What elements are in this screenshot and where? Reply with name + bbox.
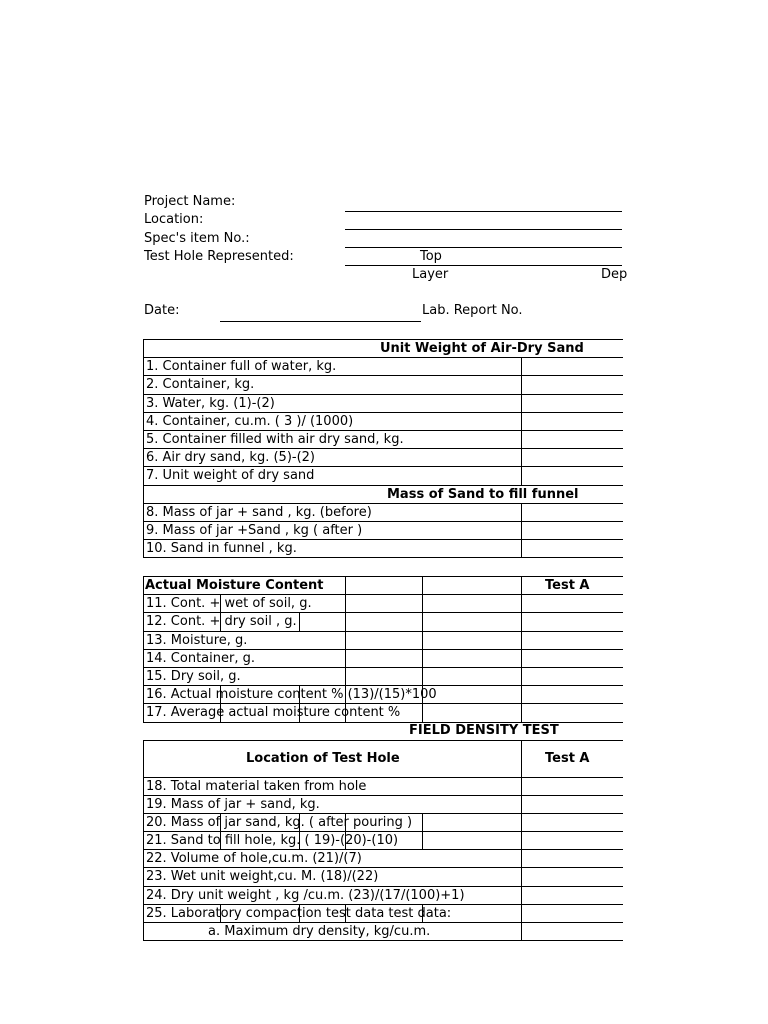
table-row <box>144 832 623 850</box>
row-label: 21. Sand to fill hole, kg. ( 19)-(20)-(10) <box>146 833 399 849</box>
unit-weight-title: Unit Weight of Air-Dry Sand <box>380 341 584 356</box>
cell-divider <box>521 540 522 557</box>
layer-label: Layer <box>412 267 449 282</box>
row-label: 17. Average actual moisture content % <box>146 705 401 721</box>
cell-divider <box>422 814 423 831</box>
table-row <box>144 668 623 686</box>
table-row <box>144 905 623 923</box>
spec-item-line[interactable] <box>345 247 622 248</box>
cell-divider <box>422 650 423 667</box>
project-name-line[interactable] <box>345 211 622 212</box>
project-name-label: Project Name: <box>144 194 236 209</box>
dep-label: Dep <box>601 267 628 282</box>
row-label: 22. Volume of hole,cu.m. (21)/(7) <box>146 851 362 867</box>
row-label: 7. Unit weight of dry sand <box>146 468 315 484</box>
cell-divider <box>521 395 522 412</box>
table-row <box>144 704 623 722</box>
table-row <box>144 540 623 558</box>
row-label: 12. Cont. + dry soil , g. <box>146 614 297 630</box>
cell-divider <box>521 923 522 940</box>
cell-divider <box>521 632 522 649</box>
table-row <box>144 650 623 668</box>
cell-divider <box>345 613 346 630</box>
cell-divider <box>521 595 522 612</box>
unit-weight-table <box>143 339 623 558</box>
moisture-title: Actual Moisture Content <box>145 578 324 593</box>
cell-divider <box>521 613 522 630</box>
row-label: 4. Container, cu.m. ( 3 )/ (1000) <box>146 413 354 429</box>
row-label: 13. Moisture, g. <box>146 632 248 648</box>
table-row <box>144 613 623 631</box>
cell-divider <box>521 522 522 539</box>
row-label: 1. Container full of water, kg. <box>146 359 337 375</box>
cell-divider <box>422 632 423 649</box>
field-density-title: FIELD DENSITY TEST <box>409 723 559 738</box>
row-label: a. Maximum dry density, kg/cu.m. <box>208 924 431 939</box>
table-row <box>144 431 623 449</box>
cell-divider <box>521 741 522 777</box>
table-row <box>144 868 623 886</box>
row-label: 15. Dry soil, g. <box>146 668 241 684</box>
table-row <box>144 358 623 376</box>
row-label: 20. Mass of jar sand, kg. ( after pouring ) <box>146 814 413 830</box>
spec-item-label: Spec's item No.: <box>144 231 250 246</box>
cell-divider <box>521 577 522 594</box>
cell-divider <box>422 704 423 721</box>
cell-divider <box>521 796 522 813</box>
cell-divider <box>521 905 522 922</box>
test-hole-line[interactable] <box>345 265 622 266</box>
location-label: Location: <box>144 212 204 227</box>
date-label: Date: <box>144 303 180 318</box>
row-label: 8. Mass of jar + sand , kg. (before) <box>146 504 372 520</box>
cell-divider <box>422 832 423 849</box>
lab-report-label: Lab. Report No. <box>422 303 523 318</box>
cell-divider <box>521 887 522 904</box>
cell-divider <box>521 376 522 393</box>
top-label: Top <box>420 249 442 264</box>
cell-divider <box>422 577 423 594</box>
cell-divider <box>422 595 423 612</box>
table-row <box>144 376 623 394</box>
table-row <box>144 522 623 540</box>
cell-divider <box>345 595 346 612</box>
row-label: 3. Water, kg. (1)-(2) <box>146 395 275 411</box>
row-label: 14. Container, g. <box>146 650 255 666</box>
table-row <box>144 395 623 413</box>
cell-divider <box>422 668 423 685</box>
date-line[interactable] <box>220 321 421 322</box>
row-label: 2. Container, kg. <box>146 377 255 393</box>
cell-divider <box>422 613 423 630</box>
table-row <box>144 796 623 814</box>
cell-divider <box>521 413 522 430</box>
funnel-header <box>144 486 623 504</box>
row-label: 10. Sand in funnel , kg. <box>146 541 297 557</box>
cell-divider <box>345 650 346 667</box>
row-label: 5. Container filled with air dry sand, kg. <box>146 431 404 447</box>
row-label: 19. Mass of jar + sand, kg. <box>146 796 320 812</box>
table-row <box>144 504 623 522</box>
table-row <box>144 449 623 467</box>
row-label: 11. Cont. + wet of soil, g. <box>146 596 312 612</box>
cell-divider <box>521 778 522 795</box>
row-label: 6. Air dry sand, kg. (5)-(2) <box>146 450 315 466</box>
location-header <box>144 741 623 778</box>
moisture-test-a-label: Test A <box>545 578 590 593</box>
funnel-title: Mass of Sand to fill funnel <box>387 486 579 502</box>
cell-divider <box>521 868 522 885</box>
cell-divider <box>299 613 300 630</box>
cell-divider <box>521 850 522 867</box>
cell-divider <box>521 449 522 466</box>
row-label: 16. Actual moisture content % (13)/(15)*100 <box>146 687 437 703</box>
cell-divider <box>521 668 522 685</box>
location-header-label: Location of Test Hole <box>246 751 400 766</box>
table-row <box>144 923 623 941</box>
table-row <box>144 632 623 650</box>
cell-divider <box>521 467 522 484</box>
field-density-test-a-label: Test A <box>545 751 590 766</box>
table-row <box>144 850 623 868</box>
table-row <box>144 814 623 832</box>
cell-divider <box>521 814 522 831</box>
cell-divider <box>521 704 522 721</box>
table-row <box>144 778 623 796</box>
test-hole-label: Test Hole Represented: <box>144 249 294 264</box>
table-row <box>144 413 623 431</box>
cell-divider <box>345 668 346 685</box>
table-row <box>144 595 623 613</box>
unit-weight-header <box>144 340 623 358</box>
cell-divider <box>521 650 522 667</box>
table-row <box>144 467 623 485</box>
table-row <box>144 887 623 905</box>
row-label: 9. Mass of jar +Sand , kg ( after ) <box>146 522 363 538</box>
cell-divider <box>521 358 522 375</box>
field-density-table <box>143 740 623 941</box>
moisture-table <box>143 576 623 723</box>
row-label: 24. Dry unit weight , kg /cu.m. (23)/(17/(100)+1) <box>146 887 465 903</box>
moisture-header <box>144 577 623 595</box>
cell-divider <box>521 686 522 703</box>
location-line[interactable] <box>345 229 622 230</box>
row-label: 23. Wet unit weight,cu. M. (18)/(22) <box>146 869 379 885</box>
cell-divider <box>521 504 522 521</box>
table-row <box>144 686 623 704</box>
row-label: 25. Laboratory compaction test data test data: <box>146 905 452 921</box>
row-label: 18. Total material taken from hole <box>146 778 367 794</box>
cell-divider <box>521 832 522 849</box>
cell-divider <box>345 577 346 594</box>
cell-divider <box>345 632 346 649</box>
cell-divider <box>521 431 522 448</box>
